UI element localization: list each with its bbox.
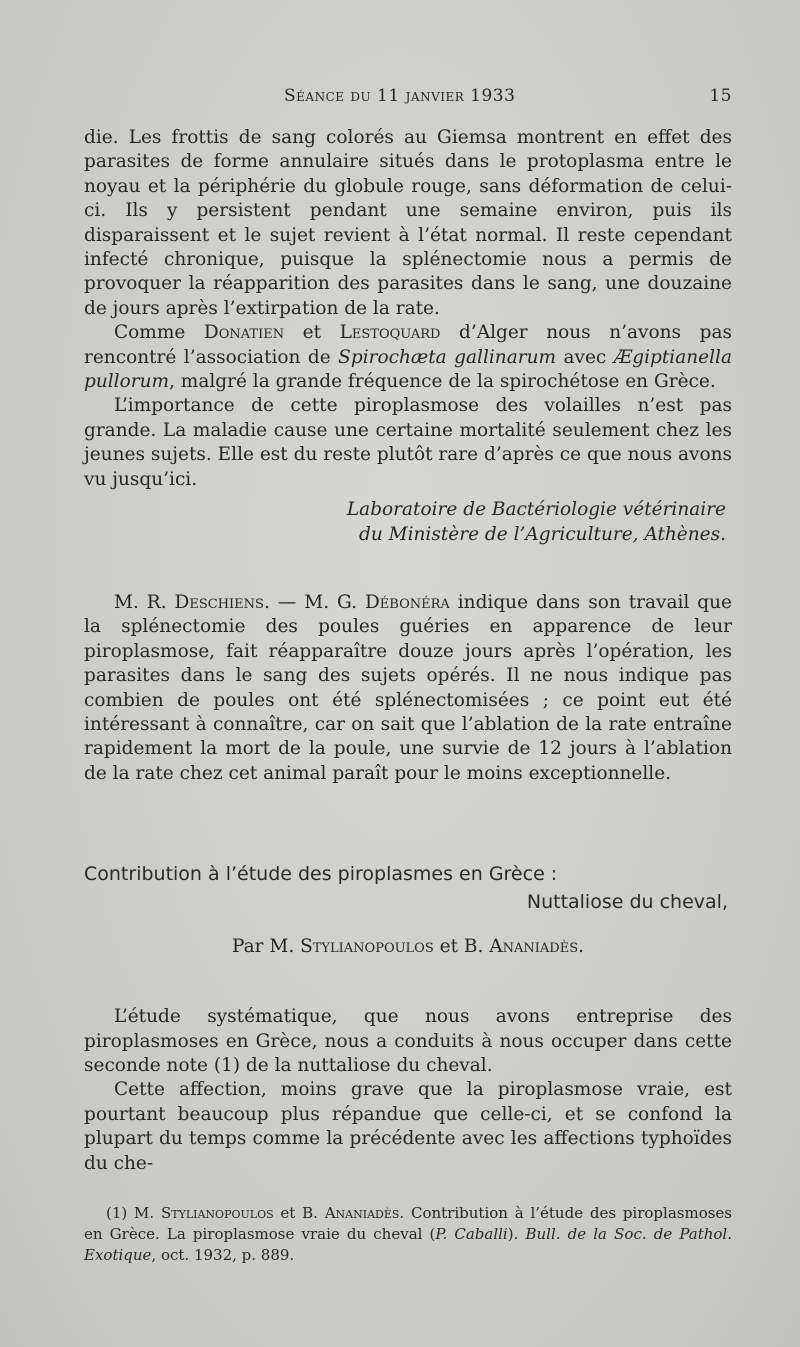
text-span: , oct. 1932, p. 889. [151, 1246, 295, 1264]
text-span: , malgré la grande fréquence de la spirochétose en Grèce. [169, 371, 716, 393]
text-span: ). [507, 1225, 526, 1243]
text-span: . Contribution à l’étude des piroplasmoses en Grèce. La piroplasmose vraie du cheval ( [84, 1204, 732, 1243]
author-name: Lestoquard [339, 322, 441, 344]
paragraph-importance: L’importance de cette piroplasmose des volailles n’est pas grande. La maladie cause une certaine mortalité seulement chez les jeunes sujets. Elle est du reste plutôt rare d’après ce que nous avons vu jusqu’ici. [84, 395, 732, 490]
journal-name: Bull. de la Soc. de Pathol. Exotique [84, 1225, 732, 1264]
text-span: (1) M. [106, 1204, 161, 1222]
author-name: Donatien [203, 322, 285, 344]
affiliation-line: Laboratoire de Bactériologie vétérinaire [346, 499, 726, 521]
running-title: Séance du 11 janvier 1933 [284, 86, 516, 106]
text-span: avec [556, 346, 614, 368]
paragraph-continuation: die. Les frottis de sang colorés au Giemsa montrent en effet des parasites de forme annulaire situés dans le protoplasma entre le noyau et la périphérie du globule rouge, sans déformation de celui-ci. Ils y persistent pendant une semaine environ, puis ils disparaissent et le sujet revient à l’état normal. Il reste cependant infecté chronique, puisque la splénectomie nous a permis de provoquer la réapparition des parasites dans le sang, une douzaine de jours après l’extirpation de la rate. [84, 127, 732, 319]
text-span: — [269, 591, 305, 613]
species-name: Spirochæta gallinarum [338, 346, 557, 368]
species-name: Ægiptianella pullorum [84, 346, 732, 393]
affiliation-line: du Ministère de l’Agriculture, Athènes. [359, 523, 726, 545]
text-span: . [578, 936, 584, 958]
author-name: Stylianopoulos [300, 936, 434, 958]
species-name: P. Caballi [435, 1225, 508, 1243]
text-span: indique dans son travail que la splénectomie des poules guéries en apparence de leur piroplasmose, fait réapparaître douze jours après l’opération, les parasites dans le sang des sujets opérés. Il ne nous indique pas combien de poules ont été splénectomisées ; ce point eut été intéressant à connaître, car on sait que l’ablation de la rate entraîne rapidement la mort de la poule, une survie de 12 jours à l’ablation de la rate chez cet animal paraît pour le moins exceptionnelle. [84, 591, 732, 784]
text-span: Comme [114, 322, 204, 344]
discussion-paragraph [84, 591, 732, 786]
author-name: Stylianopoulos [160, 1204, 274, 1222]
text-span: d’Alger nous n’avons pas rencontré l’association de [84, 322, 732, 368]
author-name: Ananiadès [324, 1204, 400, 1222]
paragraph-intro: L’étude systématique, que nous avons entreprise des piroplasmoses en Grèce, nous a conduits à nous occuper dans cette seconde note (1) de la nuttaliose du cheval. [84, 1006, 732, 1076]
article-title-line: Nuttaliose du cheval, [526, 891, 728, 914]
footnote-text [84, 1203, 732, 1266]
text-span: et B. [433, 936, 490, 958]
article-authors [84, 936, 732, 957]
affiliation [84, 498, 726, 547]
text-span: Par M. [232, 936, 301, 958]
cited-author: M. G. Débonéra [304, 591, 450, 613]
paragraph-association [84, 321, 732, 394]
text-span: et [284, 322, 340, 344]
paragraph-affection: Cette affection, moins grave que la piroplasmose vraie, est pourtant beaucoup plus répandue que celle-ci, et se confond la plupart du temps comme la précédente avec les affections typhoïdes du che- [84, 1079, 732, 1174]
running-head [84, 84, 732, 114]
footnote [84, 1203, 732, 1266]
article-title [84, 860, 732, 916]
text-body [84, 126, 732, 1266]
text-span: et B. [273, 1204, 325, 1222]
page-number: 15 [709, 86, 732, 106]
speaker-name: M. R. Deschiens. [114, 591, 270, 613]
article-title-line: Contribution à l’étude des piroplasmes en Grèce : [84, 863, 558, 886]
author-name: Ananiadès [489, 936, 579, 958]
